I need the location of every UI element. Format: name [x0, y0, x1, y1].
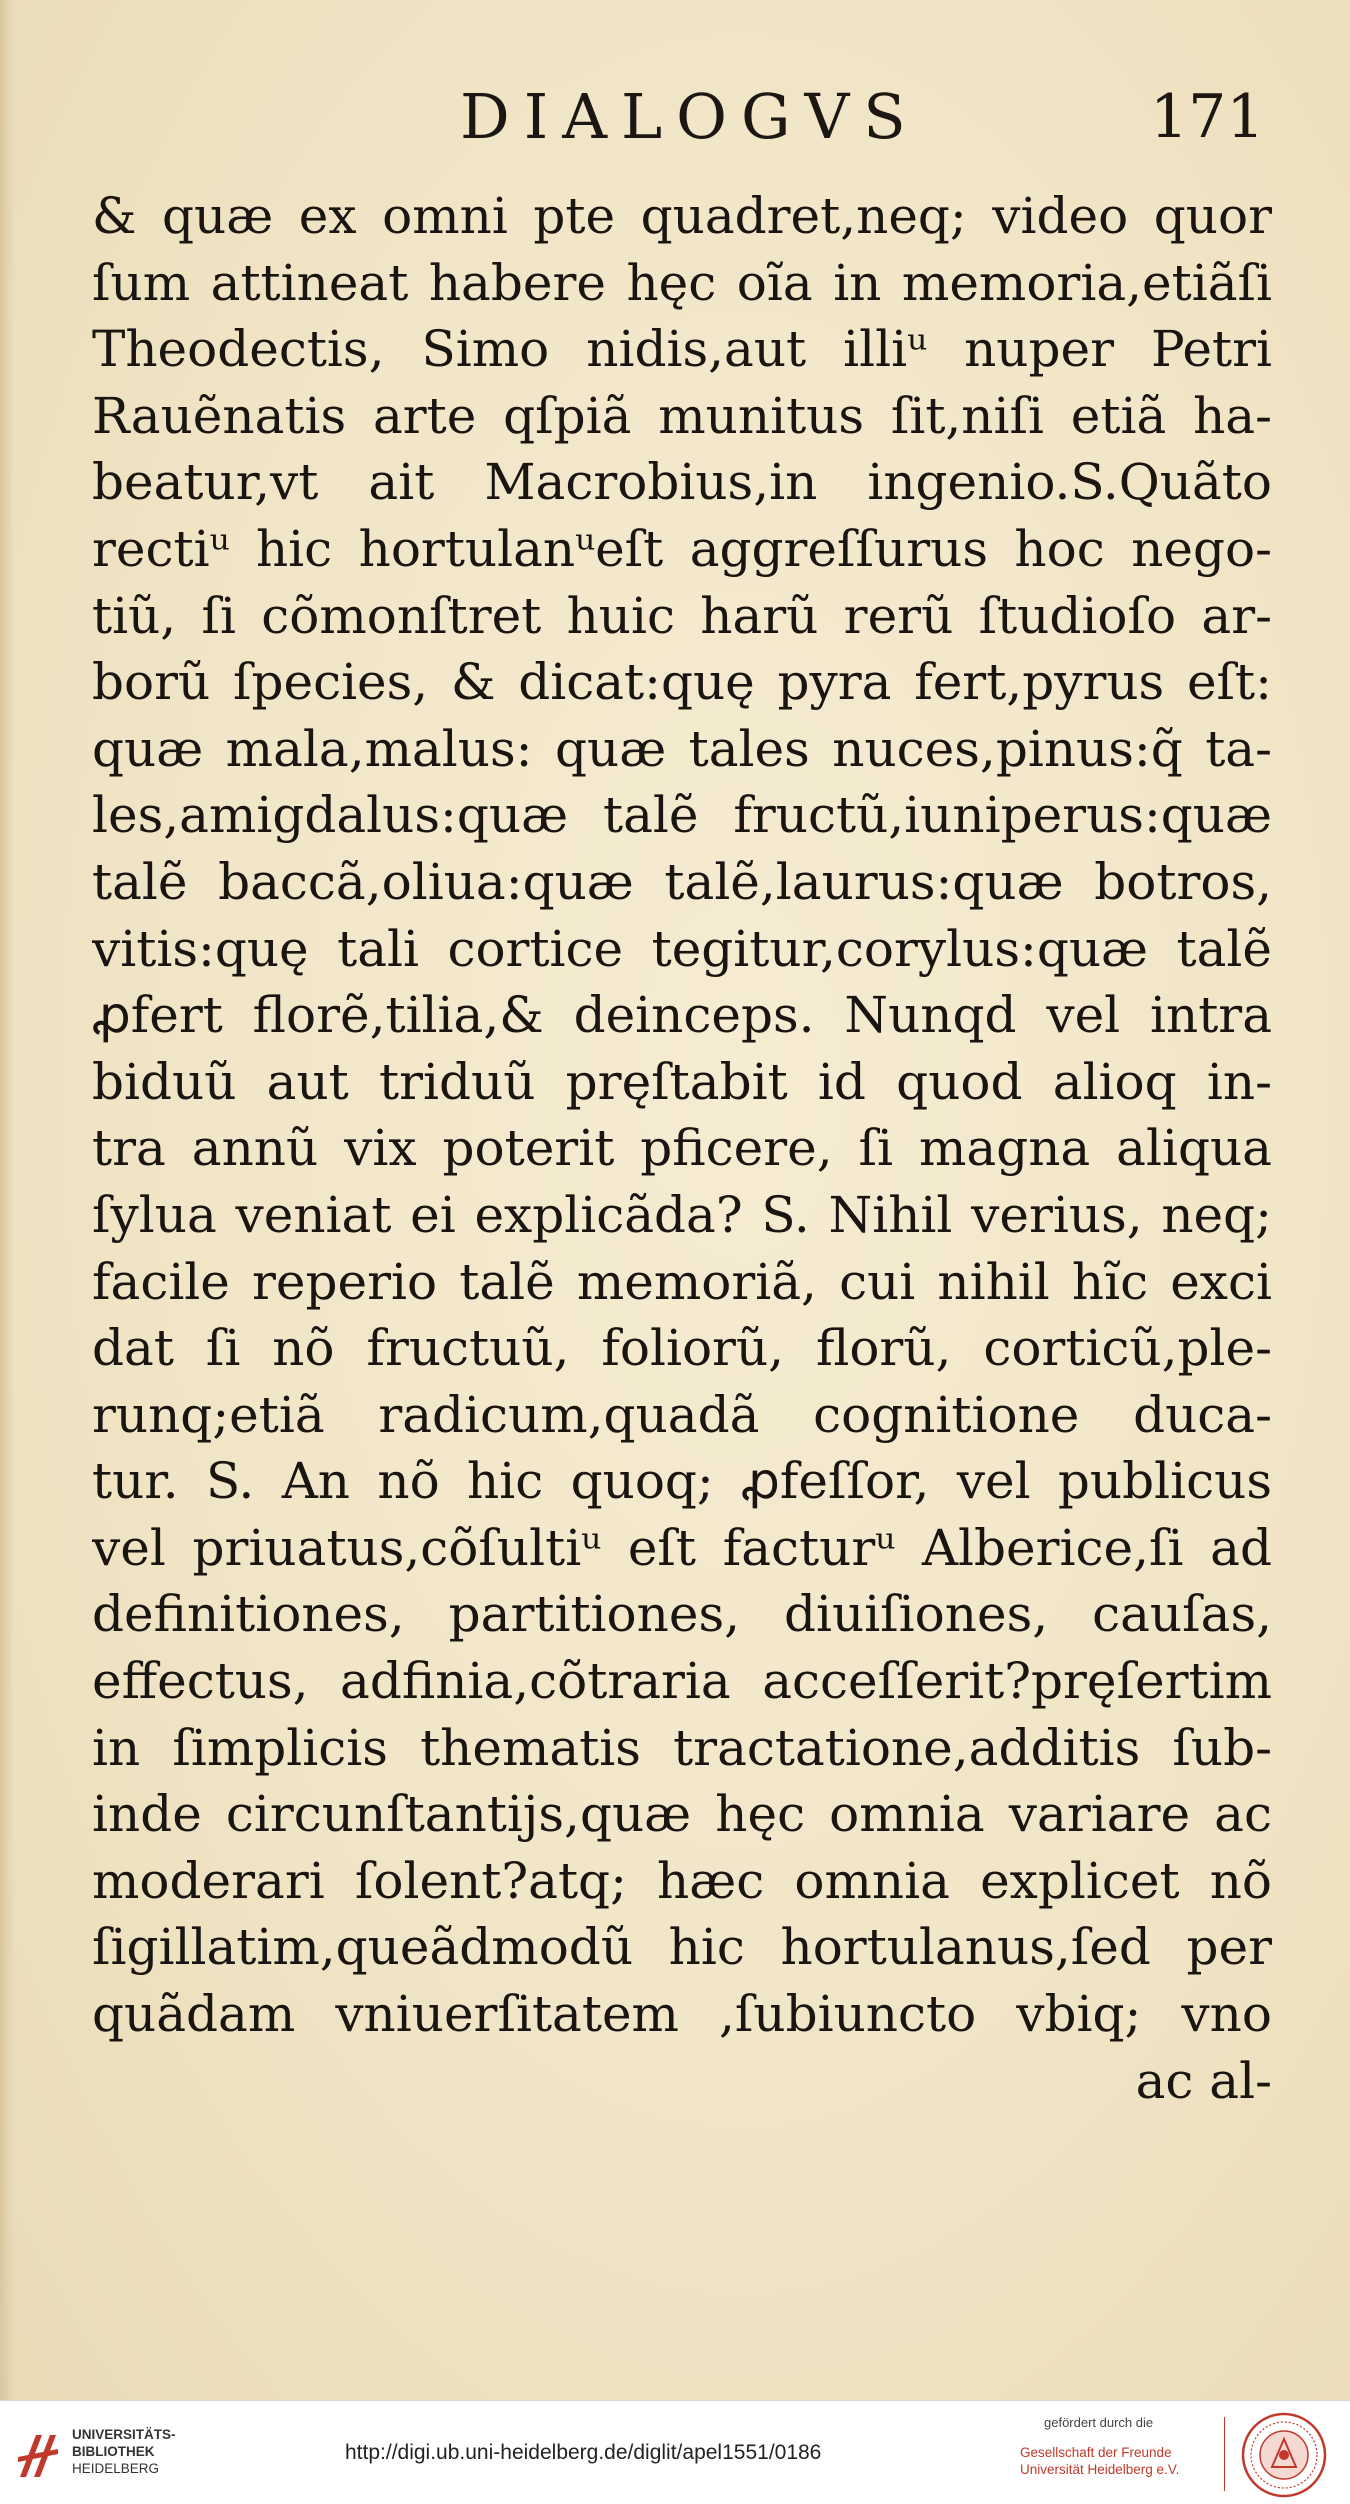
text-line: ſigillatim,queãdmodũ hic hortulanus,ſed per [92, 1918, 1272, 1977]
text-line: runq;etiã radicum,quadã cognitione duca- [92, 1385, 1272, 1444]
text-line: biduũ aut triduũ pręſtabit id quod alioq in- [92, 1052, 1272, 1111]
text-line: les,amigdalus:quæ talẽ fructũ,iuniperus:quæ [92, 786, 1272, 845]
digitization-footer [0, 2400, 1350, 2504]
text-line: ſylua veniat ei explicãda? S. Nihil verius, neq; [92, 1185, 1272, 1244]
text-line: moderari ſolent?atq; hæc omnia explicet nõ [92, 1851, 1272, 1910]
text-line: vel priuatus,cõſultiᵘ eſt facturᵘ Alberice,ſi ad [92, 1518, 1272, 1577]
text-line: Theodectis, Simo nidis,aut illiᵘ nuper Petri [92, 320, 1272, 379]
page-number: 171 [1150, 82, 1265, 152]
sponsor-intro: gefördert durch die [1044, 2415, 1154, 2430]
library-name-line: UNIVERSITÄTS- [72, 2427, 176, 2442]
text-line: beatur,vt ait Macrobius,in ingenio.S.Quãto [92, 453, 1272, 512]
catchword-line: ac al- [1135, 2051, 1272, 2110]
text-line: definitiones, partitiones, diuiſiones, cauſas, [92, 1585, 1272, 1644]
text-line: rectiᵘ hic hortulanᵘeſt aggreſſurus hoc nego- [92, 519, 1272, 578]
running-head-title: DIALOGVS [460, 80, 920, 153]
text-line: inde circunſtantijs,quæ hęc omnia variare ac [92, 1785, 1272, 1844]
permalink-url[interactable]: http://digi.ub.uni-heidelberg.de/diglit/apel1551/0186 [345, 2441, 822, 2464]
footer-divider [1224, 2417, 1225, 2491]
text-line: tiũ, ſi cõmonſtret huic harũ rerũ ſtudioſo ar- [92, 586, 1272, 645]
library-name-line: BIBLIOTHEK [72, 2444, 155, 2459]
text-line: Rauẽnatis arte qſpiã munitus ſit,niſi etiã ha- [92, 386, 1272, 445]
text-line: ſum attineat habere hęc oĩa in memoria,etiãſi [92, 253, 1272, 312]
text-line: facile reperio talẽ memoriã, cui nihil hĩc exci [92, 1252, 1272, 1311]
text-line: talẽ baccã,oliua:quæ talẽ,laurus:quæ botros, [92, 852, 1272, 911]
sponsor-block [1020, 2415, 1220, 2478]
page-edge-shadow [0, 0, 14, 2400]
sponsor-name-line: Gesellschaft der Freunde [1020, 2445, 1172, 2460]
running-head [0, 72, 1350, 162]
text-line: ꝓfert florẽ,tilia,& deinceps. Nunqd vel intra [92, 986, 1272, 1045]
library-name-line: HEIDELBERG [72, 2461, 160, 2476]
text-line: borũ ſpecies, & dicat:quę pyra fert,pyrus eſt: [92, 653, 1272, 712]
text-line: quãdam vniuerſitatem ,ſubiuncto vbiq; vno [92, 1985, 1272, 2044]
text-line: in ſimplicis thematis tractatione,additis ſub- [92, 1718, 1272, 1777]
text-line: vitis:quę tali cortice tegitur,corylus:quæ talẽ [92, 919, 1272, 978]
text-line: tur. S. An nõ hic quoq; ꝓfeſſor, vel publicus [92, 1452, 1272, 1511]
sponsor-name-line: Universität Heidelberg e.V. [1020, 2462, 1180, 2477]
library-logo-icon [14, 2427, 62, 2483]
text-line: & quæ ex omni pte quadret,neq; video quor [92, 187, 1272, 245]
body-text [92, 183, 1272, 2114]
text-line: tra annũ vix poterit pficere, ſi magna aliqua [92, 1119, 1272, 1178]
university-seal-icon [1240, 2411, 1328, 2499]
library-name [72, 2426, 176, 2477]
text-line: dat ſi nõ fructuũ, foliorũ, florũ, corticũ,ple- [92, 1319, 1272, 1378]
text-line: effectus, adfinia,cõtraria acceſſerit?pręſertim [92, 1652, 1272, 1711]
text-line: quæ mala,malus: quæ tales nuces,pinus:q̃ ta- [92, 719, 1272, 778]
